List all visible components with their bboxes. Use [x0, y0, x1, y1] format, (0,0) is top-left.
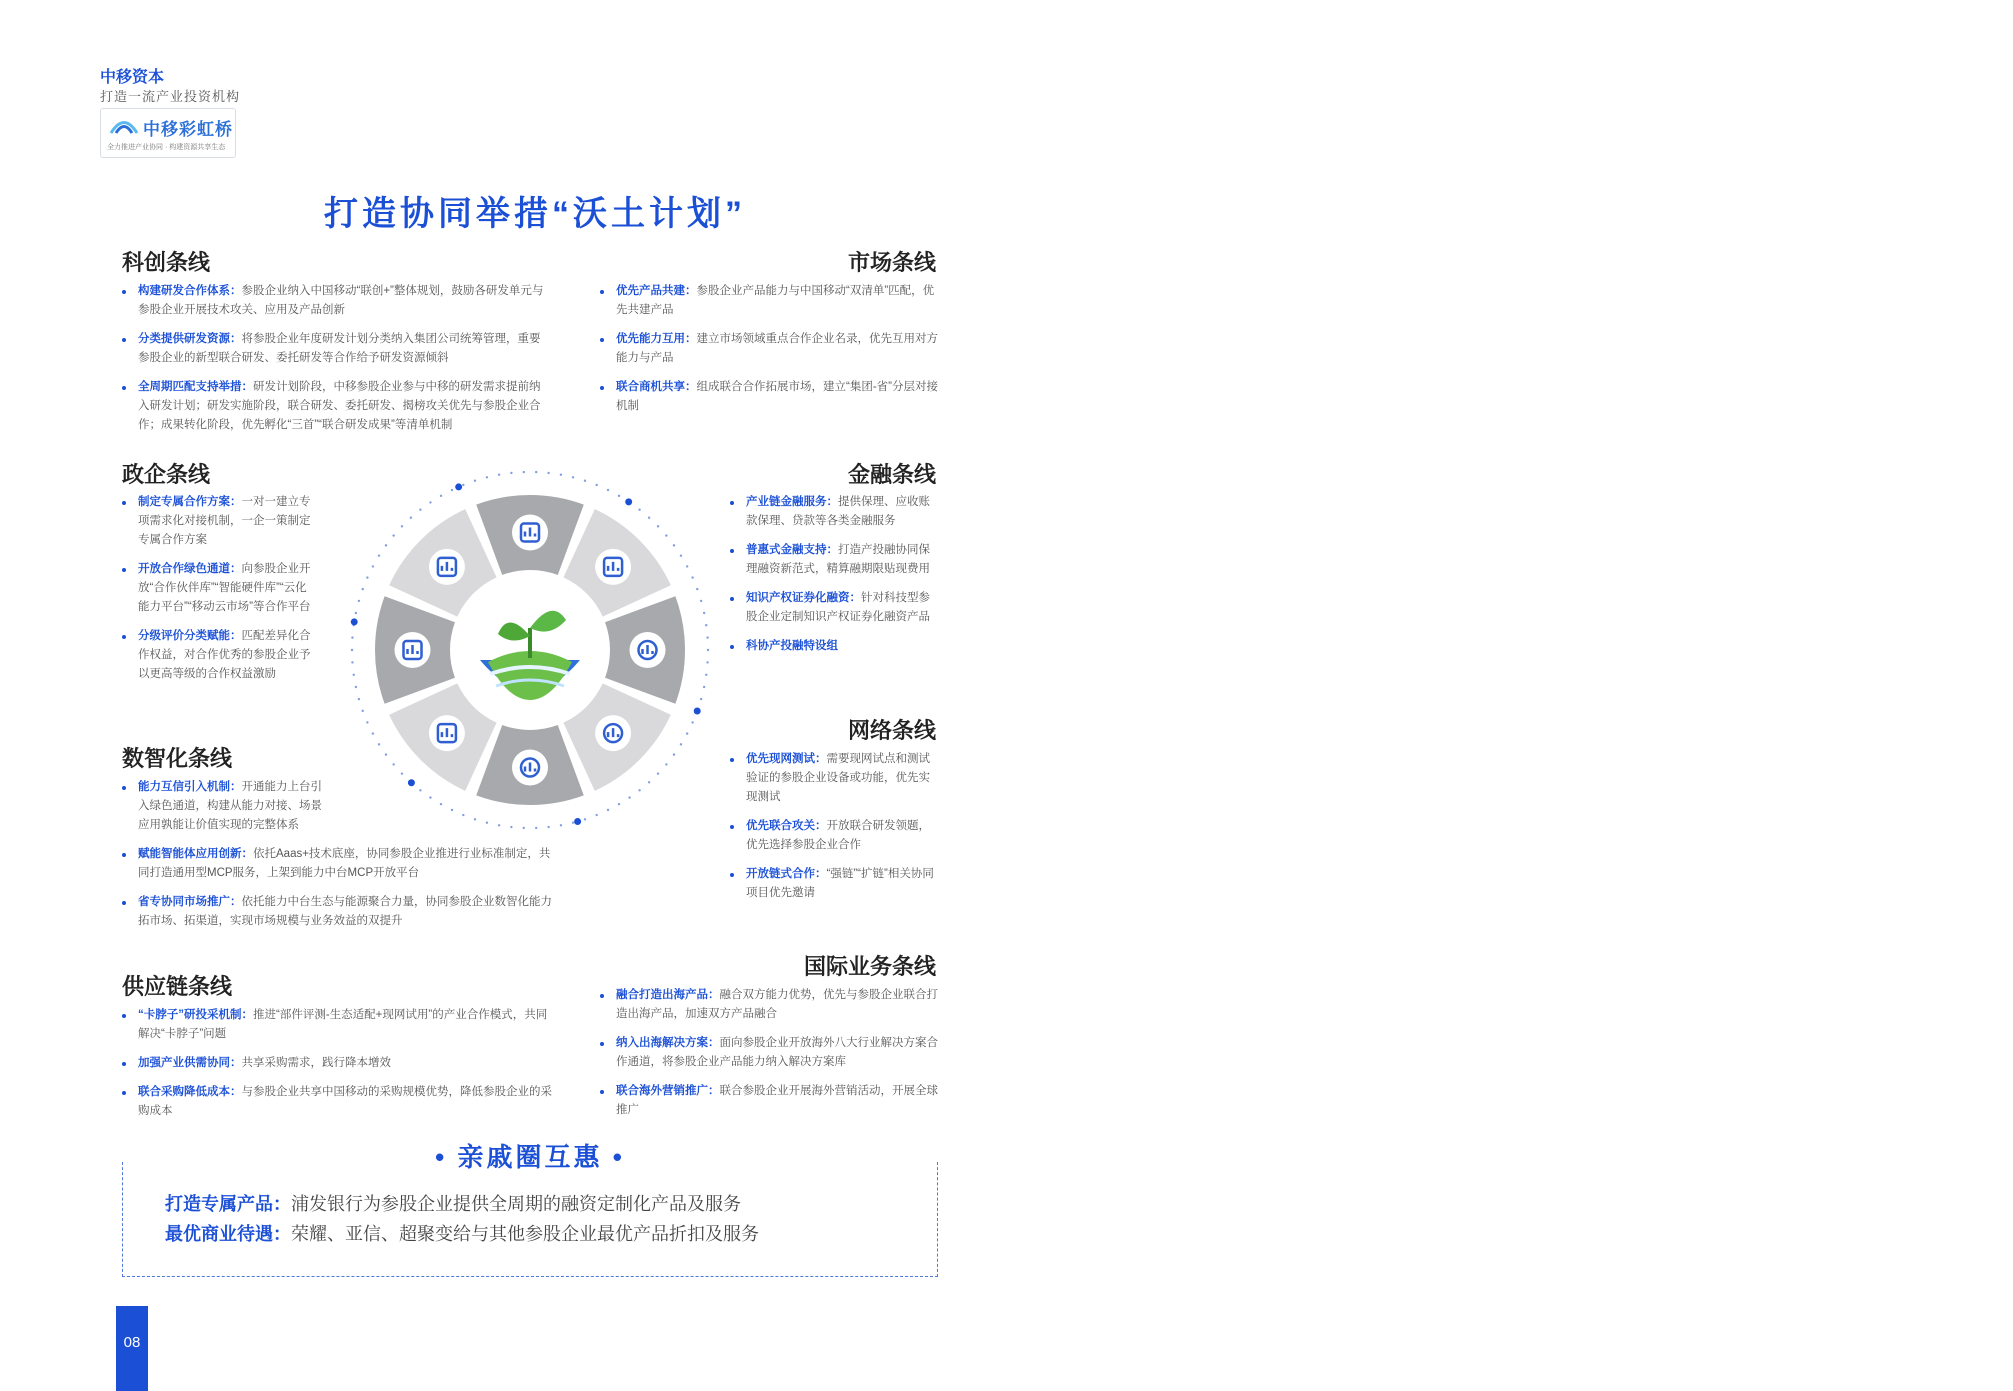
ring-dot: [362, 588, 364, 590]
item-key: 加强产业供需协同：: [138, 1057, 242, 1069]
list-item: [122, 493, 314, 550]
ring-dot: [595, 484, 597, 486]
list-item: [122, 893, 552, 931]
ring-dot: [686, 565, 688, 567]
item-key: 普惠式金融支持：: [746, 544, 838, 556]
list-item: [730, 589, 938, 627]
org-chart-icon: [429, 715, 465, 751]
item-key: 联合商机共享：: [616, 381, 697, 393]
item-key: 联合采购降低成本：: [138, 1086, 242, 1098]
list-item: [730, 750, 938, 807]
item-key: “卡脖子”研投采机制：: [138, 1009, 253, 1021]
item-text: 开放联合研发领题，优先选择参股企业合作: [746, 820, 930, 851]
list-item: [122, 778, 333, 835]
page-title: 打造协同举措“沃土计划”: [324, 195, 746, 233]
item-text: 开通能力上台引入绿色通道，构建从能力对接、场景应用孰能让价值实现的完整体系: [138, 781, 322, 831]
section-list-zhengqi: [122, 493, 314, 694]
section-list-kechuang: [122, 282, 548, 445]
item-text: 共享采购需求，践行降本增效: [241, 1057, 391, 1069]
ring-dot: [510, 472, 512, 474]
list-item: [600, 282, 938, 320]
item-key: 能力互信引入机制：: [138, 781, 242, 793]
bar-chart-icon: [595, 549, 631, 585]
ring-dot: [618, 803, 620, 805]
ring-dot: [523, 471, 525, 473]
ring-dot: [607, 489, 609, 491]
earth-icon: [512, 750, 548, 786]
ring-dot: [628, 796, 630, 798]
rainbow-bridge-icon: [109, 116, 139, 134]
section-list-shichang: [600, 282, 938, 426]
ring-dot: [680, 554, 682, 556]
ring-dot: [510, 826, 512, 828]
ring-dot: [351, 661, 353, 663]
ring-dot: [638, 789, 640, 791]
ring-dot: [351, 636, 353, 638]
ring-marker: [455, 483, 462, 490]
ring-dot: [355, 686, 357, 688]
section-title-zhengqi: 政企条线: [122, 462, 211, 487]
brand-title: 中移资本: [100, 69, 165, 86]
item-text: 将参股企业年度研发计划分类纳入集团公司统筹管理，重要参股企业的新型联合研发、委托研发等合作给予研发资源倾斜: [138, 333, 541, 364]
person-tie-icon: [429, 549, 465, 585]
item-text: 融合双方能力优势，优先与参股企业联合打造出海产品，加速双方产品融合: [616, 989, 938, 1020]
list-item: [730, 637, 938, 656]
ring-dot: [462, 814, 464, 816]
ring-dot: [410, 517, 412, 519]
ring-dot: [429, 796, 431, 798]
section-title-jinrong: 金融条线: [847, 462, 936, 487]
list-item: [122, 378, 548, 435]
ring-dot: [429, 501, 431, 503]
qinqi-key: 打造专属产品：: [165, 1194, 291, 1214]
ring-dot: [638, 509, 640, 511]
list-item: [122, 845, 552, 883]
ring-dot: [665, 763, 667, 765]
ring-dot: [351, 649, 353, 651]
ring-dot: [535, 471, 537, 473]
ring-dot: [648, 781, 650, 783]
item-key: 制定专属合作方案：: [138, 496, 242, 508]
list-item: [600, 1082, 938, 1120]
ring-dot: [378, 554, 380, 556]
ring-dot: [353, 674, 355, 676]
item-text: 参股企业纳入中国移动“联创+”整体规划，鼓励各研发单元与参股企业开展技术攻关、应用及产品创新: [138, 285, 544, 316]
ring-dot: [572, 822, 574, 824]
ring-dot: [560, 824, 562, 826]
section-title-gongying: 供应链条线: [122, 974, 233, 999]
section-list-jinrong: [730, 493, 938, 666]
ring-dot: [401, 772, 403, 774]
ring-dot: [366, 721, 368, 723]
ring-dot: [451, 809, 453, 811]
ring-dot: [378, 743, 380, 745]
list-item: [730, 817, 938, 855]
item-text: 打造产投融协同保理融资新范式，精算融期限贴现费用: [746, 544, 930, 575]
qinqi-line-1: [165, 1190, 741, 1216]
ring-dot: [486, 822, 488, 824]
item-key: 分类提供研发资源：: [138, 333, 242, 345]
ring-dot: [547, 826, 549, 828]
ring-dot: [366, 576, 368, 578]
item-key: 开放链式合作：: [746, 868, 827, 880]
qinqi-line-2: [165, 1220, 759, 1246]
ring-dot: [372, 565, 374, 567]
item-text: 提供保理、应收账款保理、贷款等各类金融服务: [746, 496, 930, 527]
list-item: [122, 1054, 552, 1073]
globe-grid-icon: [595, 715, 631, 751]
item-text: 与参股企业共享中国移动的采购规模优势，降低参股企业的采购成本: [138, 1086, 552, 1117]
logo: [100, 108, 236, 158]
ring-dot: [523, 827, 525, 829]
ring-marker: [351, 618, 358, 625]
ring-dot: [535, 827, 537, 829]
ring-dot: [584, 480, 586, 482]
item-text: 一对一建立专项需求化对接机制，一企一策制定专属合作方案: [138, 496, 311, 546]
item-key: 分级评价分类赋能：: [138, 630, 242, 642]
item-text: 需要现网试点和测试验证的参股企业设备或功能，优先实现测试: [746, 753, 930, 803]
item-text: 推进“部件评测-生态适配+现网试用”的产业合作模式，共同解决“卡脖子”问题: [138, 1009, 548, 1040]
item-key: 优先产品共建：: [616, 285, 697, 297]
section-list-gongying: [122, 1006, 552, 1131]
qinqi-title: • 亲戚圈互惠 •: [435, 1142, 625, 1172]
list-item: [600, 986, 938, 1024]
qinqi-text: 荣耀、亚信、超聚变给与其他参股企业最优产品折扣及服务: [291, 1224, 759, 1244]
item-key: 构建研发合作体系：: [138, 285, 242, 297]
item-key: 知识产权证券化融资：: [746, 592, 861, 604]
list-item: [600, 378, 938, 416]
item-key: 全周期匹配支持举措：: [138, 381, 253, 393]
ring-dot: [648, 517, 650, 519]
ring-dot: [665, 534, 667, 536]
network-nodes-icon: [395, 632, 431, 668]
ring-marker: [694, 708, 701, 715]
ring-dot: [440, 803, 442, 805]
item-text: “强链”“扩链”相关协同项目优先邀请: [746, 868, 934, 899]
list-item: [730, 493, 938, 531]
ring-marker: [625, 498, 632, 505]
section-list-wangluo: [730, 750, 938, 913]
ring-dot: [385, 544, 387, 546]
ring-dot: [706, 661, 708, 663]
ring-dot: [392, 763, 394, 765]
section-title-shichang: 市场条线: [847, 250, 936, 275]
item-key: 省专协同市场推广：: [138, 896, 242, 908]
item-text: 依托能力中台生态与能源聚合力量，协同参股企业数智化能力拓市场、拓渠道，实现市场规模与业务效益的双提升: [138, 896, 552, 927]
page-number-tab: [116, 1306, 148, 1391]
qinqi-text: 浦发银行为参股企业提供全周期的融资定制化产品及服务: [291, 1194, 741, 1214]
item-text: 参股企业产品能力与中国移动“双清单”匹配，优先共建产品: [616, 285, 935, 316]
ring-dot: [705, 624, 707, 626]
section-title-kechuang: 科创条线: [122, 250, 211, 275]
ring-dot: [705, 674, 707, 676]
item-key: 赋能智能体应用创新：: [138, 848, 253, 860]
item-text: 向参股企业开放“合作伙伴库”“智能硬件库”“云化能力平台”“移动云市场”等合作平台: [138, 563, 311, 613]
ring-dot: [474, 818, 476, 820]
ring-dot: [358, 600, 360, 602]
item-key: 优先现网测试：: [746, 753, 827, 765]
item-key: 纳入出海解决方案：: [616, 1037, 720, 1049]
ring-dot: [707, 649, 709, 651]
ring-dot: [355, 612, 357, 614]
ring-dot: [686, 732, 688, 734]
ring-marker: [408, 779, 415, 786]
ring-dot: [451, 489, 453, 491]
ring-dot: [486, 476, 488, 478]
item-text: 匹配差异化合作权益，对合作优秀的参股企业予以更高等级的合作权益激励: [138, 630, 311, 680]
ring-dot: [618, 495, 620, 497]
ring-dot: [560, 474, 562, 476]
ring-dot: [474, 480, 476, 482]
list-item: [122, 560, 314, 617]
ring-dot: [703, 612, 705, 614]
list-item: [122, 627, 314, 684]
ring-dot: [673, 544, 675, 546]
ring-dot: [595, 814, 597, 816]
item-key: 产业链金融服务：: [746, 496, 838, 508]
ring-dot: [607, 809, 609, 811]
ring-marker: [574, 818, 581, 825]
section-title-shuzhi: 数智化条线: [122, 746, 233, 771]
item-text: 研发计划阶段，中移参股企业参与中移的研发需求提前纳入研发计划；研发实施阶段，联合研发、委托研发、揭榜攻关优先与参股企业合作；成果转化阶段，优先孵化“三首”“联合研发成果”等清单机制: [138, 381, 541, 431]
ring-dot: [385, 753, 387, 755]
section-title-guoji: 国际业务条线: [803, 954, 936, 979]
ring-dot: [462, 484, 464, 486]
ring-dot: [584, 818, 586, 820]
ring-dot: [498, 824, 500, 826]
ring-dot: [358, 698, 360, 700]
ring-dot: [691, 576, 693, 578]
ring-dot: [700, 600, 702, 602]
ring-dot: [547, 472, 549, 474]
ring-dot: [401, 525, 403, 527]
item-key: 联合海外营销推广：: [616, 1085, 720, 1097]
ring-dot: [392, 534, 394, 536]
ring-dot: [440, 495, 442, 497]
list-item: [600, 1034, 938, 1072]
ring-dot: [419, 789, 421, 791]
ring-dot: [680, 743, 682, 745]
list-item: [730, 865, 938, 903]
brand-subtitle: 打造一流产业投资机构: [100, 89, 241, 104]
ring-dot: [696, 588, 698, 590]
item-text: 建立市场领域重点合作企业名录，优先互用对方能力与产品: [616, 333, 938, 364]
ring-dot: [657, 772, 659, 774]
list-item: [730, 541, 938, 579]
box-3d-icon: [512, 515, 548, 551]
item-text: 组成联合合作拓展市场，建立“集团-省”分层对接机制: [616, 381, 938, 412]
ring-dot: [372, 732, 374, 734]
list-item: [122, 1006, 552, 1044]
wheel-diagram: [340, 460, 720, 840]
list-item: [122, 330, 548, 368]
list-item: [122, 282, 548, 320]
item-key: 开放合作绿色通道：: [138, 563, 242, 575]
item-text: 依托Aaas+技术底座，协同参股企业推进行业标准制定，共同打造通用型MCP服务，上架到能力中台MCP开放平台: [138, 848, 551, 879]
item-key: 融合打造出海产品：: [616, 989, 720, 1001]
ring-dot: [419, 509, 421, 511]
list-item: [122, 1083, 552, 1121]
ring-dot: [703, 686, 705, 688]
item-text: 针对科技型参股企业定制知识产权证券化融资产品: [746, 592, 930, 623]
ring-dot: [691, 721, 693, 723]
yuan-hand-icon: [630, 632, 666, 668]
item-text: 面向参股企业开放海外八大行业解决方案合作通道，将参股企业产品能力纳入解决方案库: [616, 1037, 938, 1068]
item-text: 联合参股企业开展海外营销活动，开展全球推广: [616, 1085, 938, 1116]
section-list-guoji: [600, 986, 938, 1130]
logo-text: 中移彩虹桥: [143, 120, 233, 139]
list-item: [600, 330, 938, 368]
ring-dot: [706, 636, 708, 638]
ring-dot: [673, 753, 675, 755]
item-key: 优先能力互用：: [616, 333, 697, 345]
logo-tagline: 全力推进产业协同 · 构建资源共享生态: [107, 144, 226, 151]
qinqi-key: 最优商业待遇：: [165, 1224, 291, 1244]
item-key: 科协产投融特设组: [746, 640, 838, 652]
ring-dot: [572, 476, 574, 478]
ring-dot: [700, 698, 702, 700]
ring-dot: [498, 474, 500, 476]
item-key: 优先联合攻关：: [746, 820, 827, 832]
section-title-wangluo: 网络条线: [847, 718, 936, 743]
ring-dot: [362, 710, 364, 712]
page-number: 08: [123, 1334, 141, 1351]
ring-dot: [657, 525, 659, 527]
